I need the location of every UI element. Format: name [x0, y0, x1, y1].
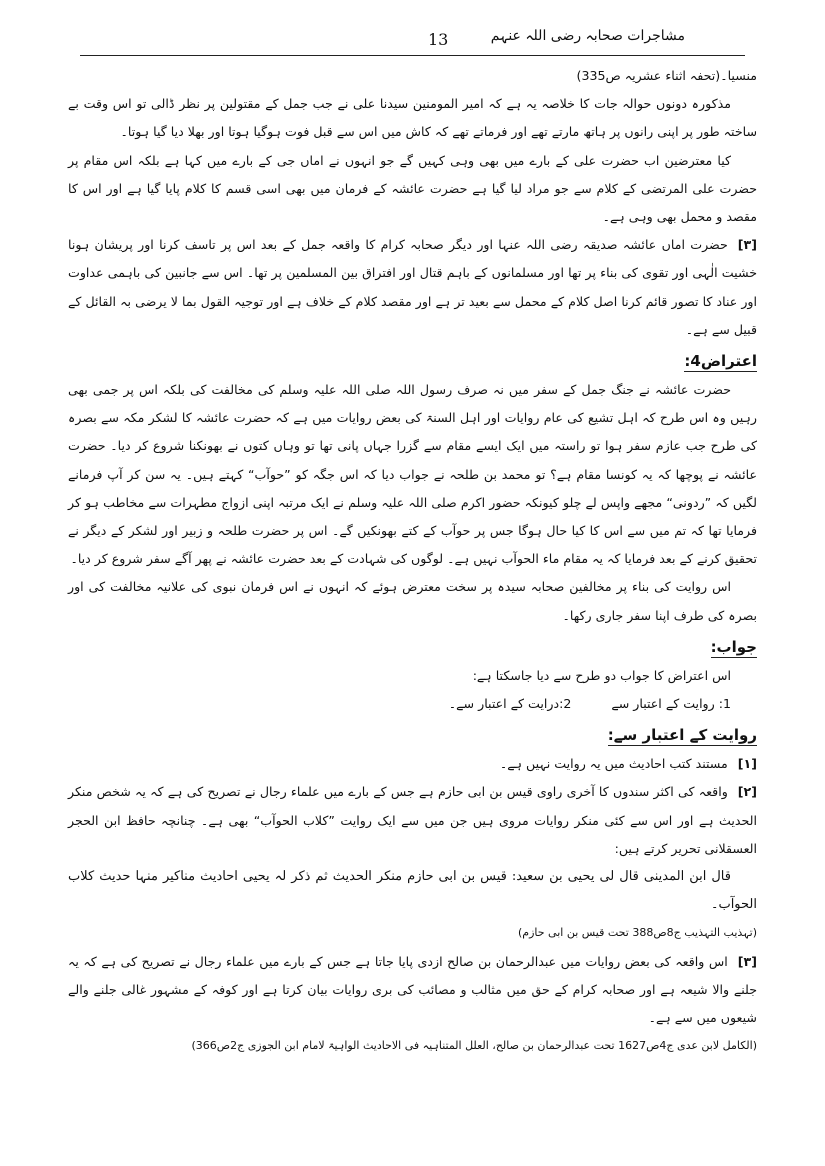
paragraph-point-3	[68, 231, 757, 344]
list-item: 1: روایت کے اعتبار سے	[611, 696, 731, 712]
paragraph-point-1	[68, 750, 757, 778]
point-text: حضرت اماں عائشہ صدیقہ رضی اللہ عنہا اور دیگر صحابہ کرام کا واقعہ جمل کے بعد اس پر تاسف کرنا اور پریشان ہونا خشیت الٰہی اور تقوی کی بناء پر تھا اور مسلمانوں کے باہم قتال اور افتراق بین المسلمین پر تھا۔ اس سے جانبین کی باہمی عداوت اور عناد کا تصور قائم کرنا اصل کلام کے محمل سے بعید تر ہے اور مقصد کلام کے خلاف ہے اور توجیہ القول بما لا یرضی بہ القائل کے قبیل سے ہے۔	[68, 237, 757, 337]
point-text: اس واقعہ کی بعض روایات میں عبدالرحمان بن صالح ازدی پایا جاتا ہے جس کے بارے میں علماء رجال نے تصریح کی ہے کہ یہ جلنے والا شیعہ ہے اور صحابہ کرام کے حق میں مثالب و مصائب کی بری روایات بیان کرتا ہے اور کوفہ کے مشہور غالی جلنے والے شیعوں میں سے ہے۔	[68, 953, 757, 1026]
running-title: مشاجرات صحابہ رضی اللہ عنہم	[490, 28, 685, 44]
point-text: مستند کتب احادیث میں یہ روایت نہیں ہے۔	[499, 756, 728, 772]
paragraph-objection-text: حضرت عائشہ نے جنگ جمل کے سفر میں نہ صرف رسول اللہ صلی اللہ علیہ وسلم کی مخالفت کی بلکہ اس پر جمی بھی رہیں وہ اس طرح کہ اہل تشیع کی عام روایات اور اہل السنۃ کی بعض روایات میں ہے کہ حضرت عائشہ کا لشکر مکہ سے بصرہ کی طرح جب عازم سفر ہوا تو راستہ میں ایک ایسے مقام سے گزرا جہاں پانی تھا تو وہاں کتوں نے بھونکنا شروع کر دیا۔ حضرت عائشہ نے پوچھا کہ یہ کونسا مقام ہے؟ تو محمد بن طلحہ نے جواب دیا کہ اس جگہ کو ”حوآب“ کہتے ہیں۔ یہ سن کر آپ فرمانے لگیں کہ ”ردونی“ مجھے واپس لے چلو کیونکہ حضور اکرم صلی اللہ علیہ وسلم نے ایک مرتبہ اپنی ازواج مطہرات سے مخاطب ہو کر فرمایا تھا کہ تم میں سے اس کا کیا حال ہوگا جس پر حوآب کے کتے بھونکیں گے۔ اس پر حضرت طلحہ و زبیر اور لشکر کے دیگر نے تحقیق کرنے کے بعد فرمایا کہ یہ مقام ماء الحوآب نہیں ہے۔ لوگوں کی شہادت کے بعد حضرت عائشہ نے پھر آگے سفر شروع کر دیا۔	[68, 382, 757, 567]
reference-citation: (الکامل لابن عدی ج4ص1627 تحت عبدالرحمان بن صالح، العلل المتناہیہ فی الاحادیث الواہیۃ لامام ابن الجوزی ج2ص366)	[191, 1039, 757, 1053]
point-marker: [۲]	[737, 784, 757, 800]
header-rule	[80, 55, 745, 56]
paragraph-summary: مذکورہ دونوں حوالہ جات کا خلاصہ یہ ہے کہ امیر المومنین سیدنا علی نے جب جمل کے مقتولین پر نظر ڈالی تو اس وقت بے ساختہ طور پر اپنی رانوں پر ہاتھ مارتے تھے اور فرماتے تھے کہ کاش میں اس سے قبل فوت ہوگیا ہوتا اور بھلا دیا گیا ہوتا۔	[68, 96, 757, 140]
paragraph-objection-conclusion: اس روایت کی بناء پر مخالفین صحابہ سیدہ پر سخت معترض ہوئے کہ انہوں نے اس فرمان نبوی کی علانیہ مخالفت کی اور بصرہ کی طرف اپنا سفر جاری رکھا۔	[68, 579, 757, 623]
paragraph-question: کیا معترضین اب حضرت علی کے بارے میں بھی وہی کہیں گے جو انہوں نے اماں جی کے بارے میں کہا ہے بلکہ اس مقام پر حضرت علی المرتضی کے کلام سے جو مراد لیا گیا ہے حضرت عائشہ کے فرمان میں بھی اسی قسم کا کلام پایا گیا ہے اور اس کا مقصد و محمل بھی وہی ہے۔	[68, 152, 757, 225]
heading-answer: جواب:	[710, 637, 757, 656]
reference-citation: (تہذیب التہذیب ج8ص388 تحت قیس بن ابی حازم)	[518, 926, 757, 940]
paragraph-point-3b	[68, 948, 757, 1033]
paragraph-point-2	[68, 778, 757, 863]
paragraph-citation: منسیا۔(تحفہ اثناء عشریہ ص335)	[576, 68, 757, 83]
arabic-quotation: قال ابن المدینی قال لی یحیی بن سعید: قیس بن ابی حازم منکر الحدیث ثم ذکر لہ یحیی احادیث مناکیر منہا حدیث کلاب الحوآب۔	[68, 869, 757, 913]
point-marker: [۱]	[737, 756, 757, 772]
answer-methods-list	[68, 690, 757, 718]
point-marker: [۳]	[737, 953, 757, 969]
page-body	[68, 62, 757, 1061]
list-item: 2:درایت کے اعتبار سے۔	[448, 696, 572, 712]
page-number: 13	[428, 30, 449, 49]
heading-objection-4: اعتراض4:	[684, 352, 757, 371]
point-marker: [۳]	[737, 237, 757, 253]
point-text: واقعہ کی اکثر سندوں کا آخری راوی قیس بن ابی حازم ہے جس کے بارے میں علماء رجال نے تصریح کی ہے کہ یہ شخص منکر الحدیث ہے اور اس سے کئی منکر روایات مروی ہیں جن میں سے ایک روایت ”کلاب الحوآب“ بھی ہے۔ چنانچہ حافظ ابن الحجر العسقلانی تحریر کرتے ہیں:	[68, 784, 757, 856]
heading-narration: روایت کے اعتبار سے:	[607, 726, 757, 745]
paragraph-answer-intro: اس اعتراض کا جواب دو طرح سے دیا جاسکتا ہے:	[472, 667, 731, 683]
